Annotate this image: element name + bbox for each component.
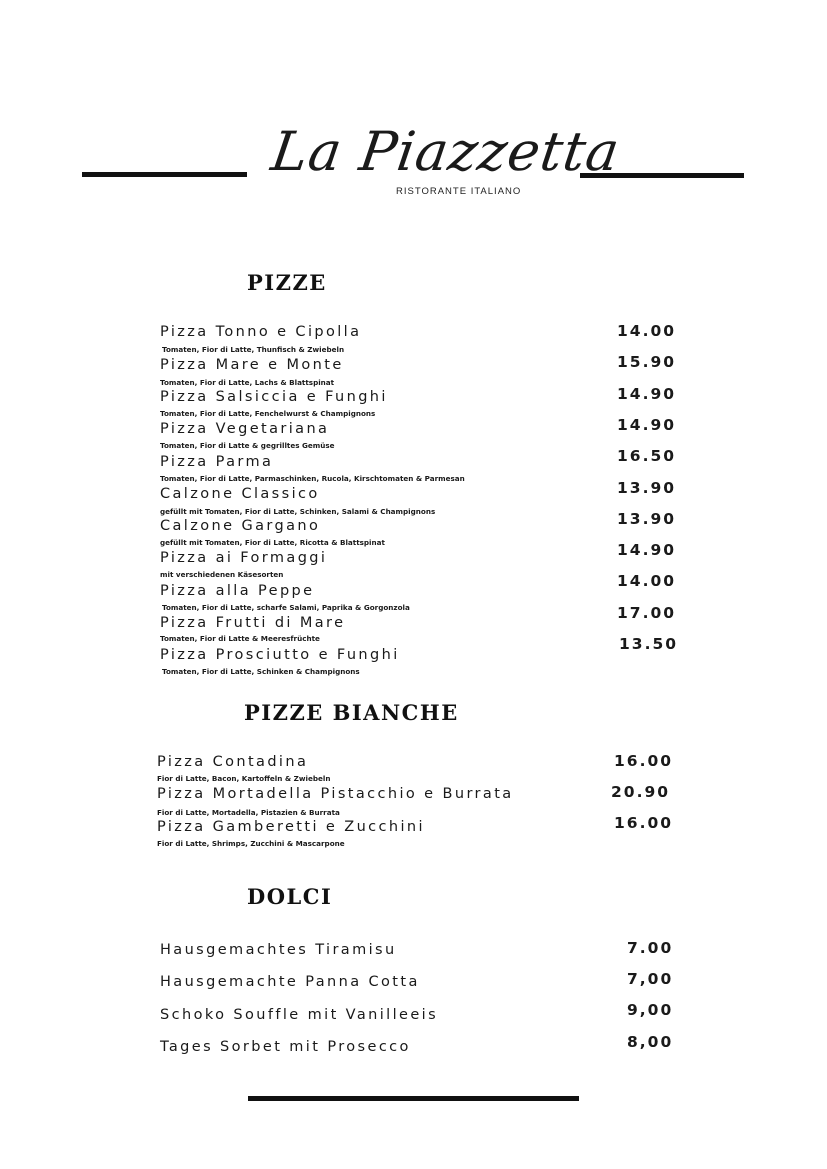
menu-item-name: Pizza ai Formaggi [160,550,328,566]
menu-item-price: 13.90 [617,479,677,497]
menu-item-desc: gefüllt mit Tomaten, Fior di Latte, Ricotta & Blattspinat [160,538,385,547]
section-title-dolci: DOLCI [247,884,333,909]
menu-item-price: 7,00 [627,970,674,988]
menu-item-desc: Tomaten, Fior di Latte & Meeresfrüchte [160,634,320,643]
menu-item-desc: Fior di Latte, Shrimps, Zucchini & Mascarpone [157,839,345,848]
menu-item-name: Pizza alla Peppe [160,583,315,599]
footer-line [248,1096,579,1101]
menu-item-desc: Fior di Latte, Bacon, Kartoffeln & Zwiebeln [157,774,331,783]
menu-item-desc: Tomaten, Fior di Latte, Parmaschinken, Rucola, Kirschtomaten & Parmesan [160,474,465,483]
menu-item-desc: Tomaten, Fior di Latte & gegrilltes Gemüse [160,441,335,450]
menu-item-desc: Tomaten, Fior di Latte, Schinken & Champignons [162,667,360,676]
menu-item-price: 15.90 [617,353,677,371]
section-title-pizze: PIZZE [247,270,327,295]
menu-item-desc: Tomaten, Fior di Latte, Thunfisch & Zwiebeln [162,345,345,354]
menu-item-price: 17.00 [617,604,677,622]
menu-item-price: 13.50 [619,635,679,653]
menu-item-name: Calzone Gargano [160,518,321,534]
menu-item-desc: mit verschiedenen Käsesorten [160,570,284,579]
menu-item-name: Hausgemachte Panna Cotta [160,974,420,990]
menu-item-name: Schoko Souffle mit Vanilleeis [160,1007,439,1023]
menu-item-price: 14.00 [617,322,677,340]
menu-item-desc: gefüllt mit Tomaten, Fior di Latte, Schinken, Salami & Champignons [160,507,436,516]
menu-item-price: 8,00 [627,1033,674,1051]
menu-item-name: Pizza Prosciutto e Funghi [160,647,400,663]
menu-item-name: Pizza Frutti di Mare [160,615,346,631]
menu-item-name: Pizza Mare e Monte [160,357,344,373]
logo-wordmark: La Piazzetta [267,120,624,183]
menu-item-name: Pizza Tonno e Cipolla [160,324,362,340]
logo-subtitle: RISTORANTE ITALIANO [396,186,522,197]
menu-item-price: 7.00 [627,939,674,957]
menu-item-price: 14.00 [617,572,677,590]
restaurant-logo [262,120,624,200]
menu-item-name: Pizza Salsiccia e Funghi [160,389,388,405]
menu-item-name: Pizza Vegetariana [160,421,330,437]
header-line-left [82,172,247,177]
menu-item-name: Pizza Mortadella Pistacchio e Burrata [157,786,514,802]
menu-item-name: Hausgemachtes Tiramisu [160,942,397,958]
menu-item-price: 16.00 [614,814,674,832]
menu-item-desc: Tomaten, Fior di Latte, scharfe Salami, Paprika & Gorgonzola [162,603,410,612]
menu-item-desc: Tomaten, Fior di Latte, Fenchelwurst & Champignons [160,409,376,418]
menu-item-name: Pizza Parma [160,454,274,470]
menu-item-desc: Tomaten, Fior di Latte, Lachs & Blattspinat [160,378,335,387]
menu-item-name: Calzone Classico [160,486,320,502]
menu-item-name: Pizza Gamberetti e Zucchini [157,819,425,835]
menu-item-desc: Fior di Latte, Mortadella, Pistazien & Burrata [157,808,340,817]
menu-item-price: 16.50 [617,447,677,465]
menu-item-price: 20.90 [611,783,671,801]
menu-item-price: 14.90 [617,541,677,559]
menu-item-price: 13.90 [617,510,677,528]
menu-item-name: Tages Sorbet mit Prosecco [160,1039,411,1055]
menu-item-price: 9,00 [627,1001,674,1019]
section-title-pizze-bianche: PIZZE BIANCHE [244,700,459,725]
menu-item-price: 14.90 [617,385,677,403]
menu-item-price: 16.00 [614,752,674,770]
menu-item-price: 14.90 [617,416,677,434]
menu-item-name: Pizza Contadina [157,754,309,770]
